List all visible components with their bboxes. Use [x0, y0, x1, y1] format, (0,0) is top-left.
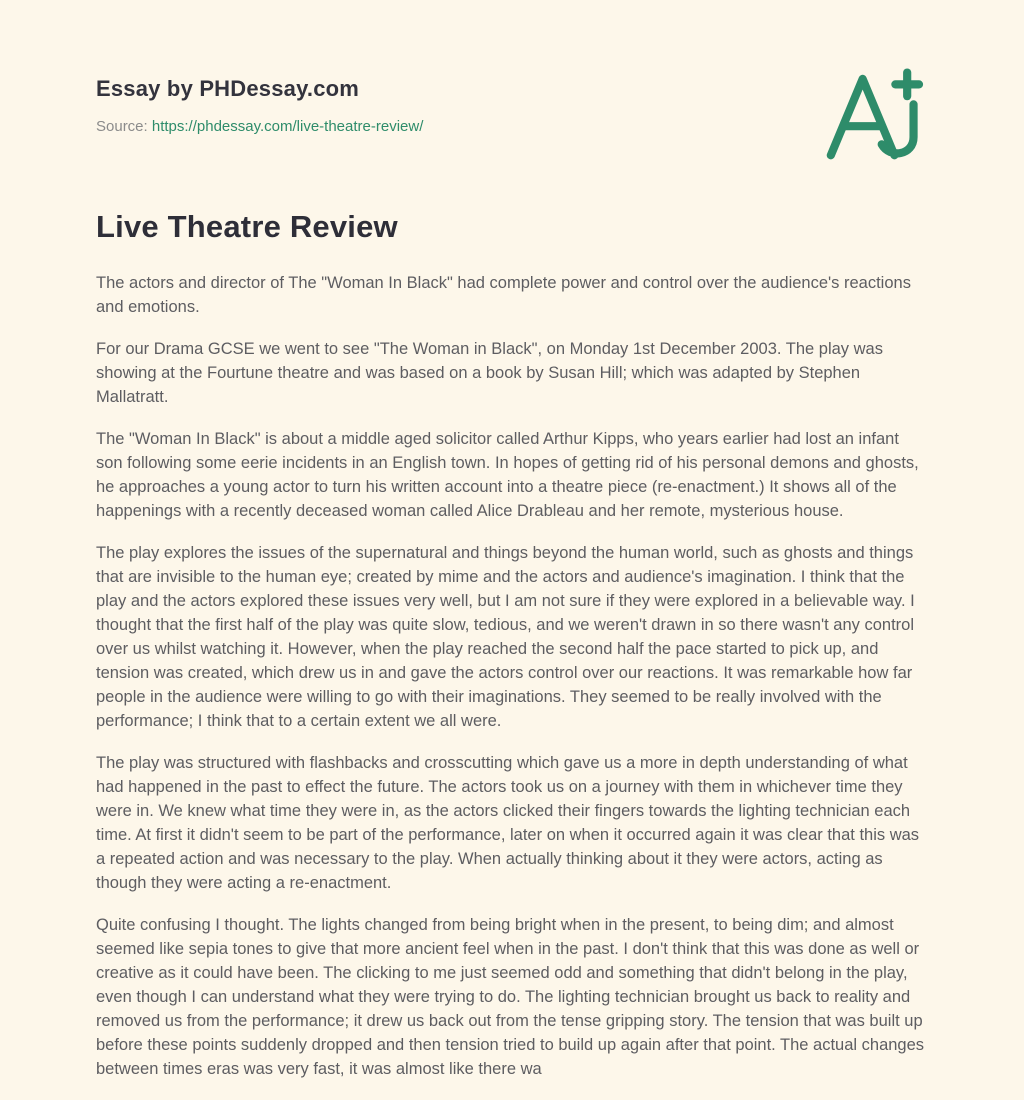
essay-content [96, 0, 928, 1081]
essay-byline: Essay by PHDessay.com [96, 76, 360, 101]
essay-paragraph: For our Drama GCSE we went to see "The Woman in Black", on Monday 1st December 2003. The play was showing at the Fourtune theatre and was based on a book by Susan Hill; which was adapted by Stephen Mallatratt. [96, 340, 883, 406]
essay-paragraph: Quite confusing I thought. The lights changed from being bright when in the present, to being dim; and almost seemed like sepia tones to give that more ancient feel when in the past. I don't think that this was done as well or creative as it could have been. The clicking to me just seemed odd and something that didn't belong in the play, even though I can understand what they were trying to do. The lighting technician brought us back to reality and removed us from the performance; it drew us back out from the tense gripping story. The tension that was built up before these points suddenly dropped and then tension tried to build up again after that point. The actual changes between times eras was very fast, it was almost like there wa [96, 916, 925, 1078]
source-link[interactable]: https://phdessay.com/live-theatre-review/ [151, 118, 424, 135]
phdessay-logo [818, 68, 940, 168]
aplus-j-logo-icon [818, 68, 940, 168]
essay-paragraph: The play was structured with flashbacks and crosscutting which gave us a more in depth understanding of what had happened in the past to effect the future. The actors took us on a journey with them in whichever time they were in. We knew what time they were in, as the actors clicked their fingers towards the lighting technician each time. At first it didn't seem to be part of the performance, later on when it occurred again it was clear that this was a repeated action and was necessary to the play. When actually thinking about it they were actors, acting as though they were acting a re-enactment. [96, 754, 920, 892]
essay-paragraph: The play explores the issues of the supernatural and things beyond the human world, such as ghosts and things that are invisible to the human eye; created by mime and the actors and audience's imagination. I think that the play and the actors explored these issues very well, but I am not sure if they were explored in a believable way. I thought that the first half of the play was quite slow, tedious, and we weren't drawn in so there wasn't any control over us whilst watching it. However, when the play reached the second half the pace started to pick up, and tension was created, which drew us in and gave the actors control over our reactions. It was remarkable how far people in the audience were willing to go with their imaginations. They seemed to be really involved with the performance; I think that to a certain extent we all were. [96, 544, 915, 730]
source-label: Source: [96, 118, 148, 135]
essay-body [96, 271, 928, 1081]
source-line [96, 118, 928, 135]
essay-title: Live Theatre Review [96, 209, 398, 244]
essay-paragraph: The "Woman In Black" is about a middle aged solicitor called Arthur Kipps, who years earlier had lost an infant son following some eerie incidents in an English town. In hopes of getting rid of his personal demons and ghosts, he approaches a young actor to turn his written account into a theatre piece (re-enactment.) It shows all of the happenings with a recently deceased woman called Alice Drableau and her remote, mysterious house. [96, 430, 919, 520]
essay-paragraph: The actors and director of The "Woman In Black" had complete power and control over the audience's reactions and emotions. [96, 274, 911, 316]
